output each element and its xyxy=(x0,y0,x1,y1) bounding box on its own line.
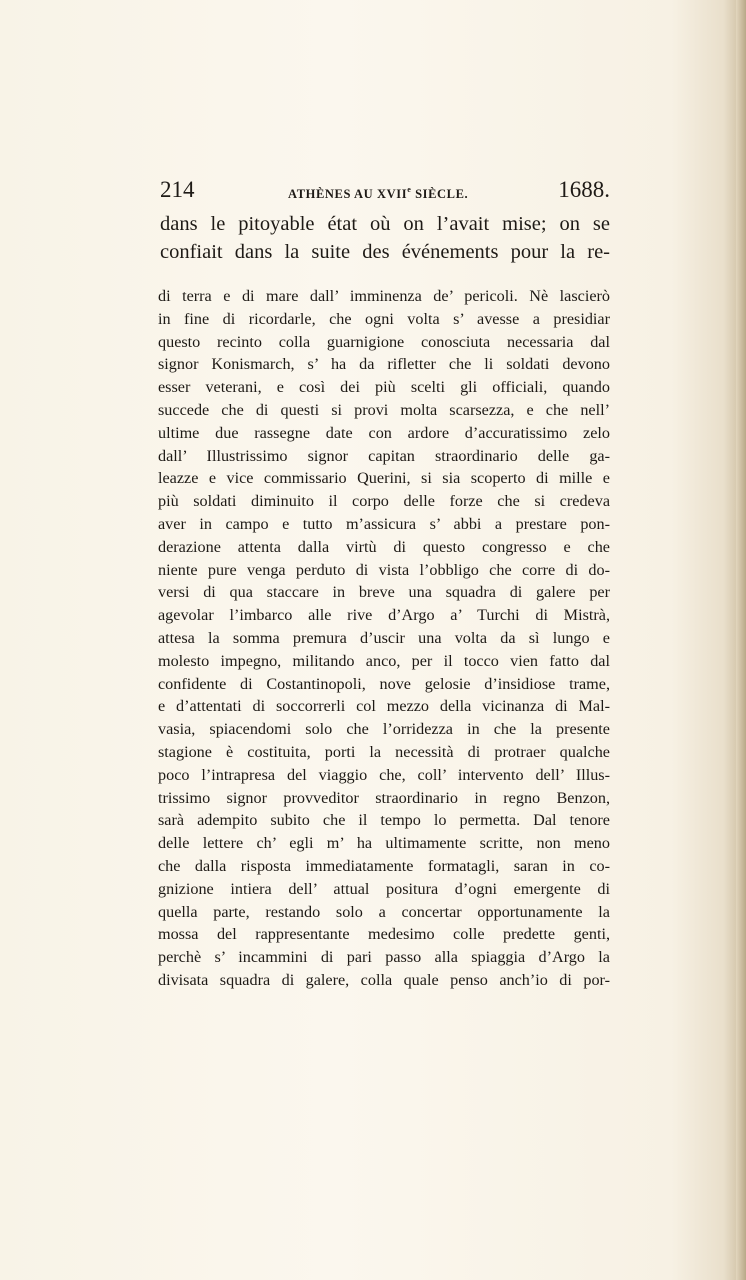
italian-line: esser veterani, e così dei più scelti gli officiali, quando xyxy=(158,378,610,397)
italian-line: molesto impegno, militando anco, per il tocco vien fatto dal xyxy=(158,651,610,670)
french-line: confiait dans la suite des événements pour la re- xyxy=(160,241,610,263)
italian-line: niente pure venga perduto di vista l’obbligo che corre di do- xyxy=(158,560,610,579)
italian-line: sarà adempito subito che il tempo lo permetta. Dal tenore xyxy=(158,811,610,830)
italian-quotation-block xyxy=(158,285,610,992)
italian-line: mossa del rappresentante medesimo colle predette genti, xyxy=(158,925,610,944)
italian-line: gnizione intiera dell’ attual positura d’ogni emergente di xyxy=(158,879,610,898)
italian-line: leazze e vice commissario Querini, si sia scoperto di mille e xyxy=(158,469,610,488)
italian-line: agevolar l’imbarco alle rive d’Argo a’ Turchi di Mistrà, xyxy=(158,606,610,625)
year: 1688. xyxy=(558,177,610,202)
italian-line: in fine di ricordarle, che ogni volta s’ avesse a presidiar xyxy=(158,309,610,328)
running-title-main: ATHÈNES AU XVII xyxy=(288,187,408,201)
running-title-superscript: e xyxy=(407,185,412,194)
italian-line: confidente di Costantinopoli, nove gelosie d’insidiose trame, xyxy=(158,674,610,693)
running-title-end: SIÈCLE. xyxy=(411,187,469,201)
italian-line: delle lettere ch’ egli m’ ha ultimamente scritte, non meno xyxy=(158,834,610,853)
italian-line: poco l’intrapresa del viaggio che, coll’ intervento dell’ Illus- xyxy=(158,765,610,784)
italian-line: di terra e di mare dall’ imminenza de’ pericoli. Nè lascierò xyxy=(158,287,610,305)
page-edge xyxy=(736,0,746,1280)
italian-line: trissimo signor provveditor straordinario in regno Benzon, xyxy=(158,788,610,807)
italian-line: divisata squadra di galere, colla quale penso anch’io di por- xyxy=(158,970,610,989)
italian-line: stagione è costituita, porti la necessità di protraer qualche xyxy=(158,742,610,761)
italian-line: quella parte, restando solo a concertar opportunamente la xyxy=(158,902,610,921)
italian-line: perchè s’ incammini di pari passo alla spiaggia d’Argo la xyxy=(158,948,610,967)
italian-line: questo recinto colla guarnigione conosciuta necessaria dal xyxy=(158,332,610,351)
italian-line: e d’attentati di soccorrerli col mezzo della vicinanza di Mal- xyxy=(158,697,610,716)
italian-line: vasia, spiacendomi solo che l’orridezza in che la presente xyxy=(158,720,610,739)
french-line: dans le pitoyable état où on l’avait mise; on se xyxy=(160,213,610,235)
italian-line: aver in campo e tutto m’assicura s’ abbi a prestare pon- xyxy=(158,514,610,533)
italian-line: derazione attenta dalla virtù di questo congresso e che xyxy=(158,537,610,556)
italian-line: ultime due rassegne date con ardore d’accuratissimo zelo xyxy=(158,423,610,442)
running-title xyxy=(288,181,468,203)
page-number: 214 xyxy=(160,177,195,202)
italian-line: attesa la somma premura d’uscir una volta da sì lungo e xyxy=(158,628,610,647)
italian-line: che dalla risposta immediatamente formatagli, saran in co- xyxy=(158,856,610,875)
italian-line: succede che di questi si provi molta scarsezza, e che nell’ xyxy=(158,400,610,419)
running-head xyxy=(160,176,610,204)
italian-line: versi di qua staccare in breve una squadra di galere per xyxy=(158,583,610,602)
italian-line: più soldati diminuito il corpo delle forze che si credeva xyxy=(158,492,610,511)
french-text-block xyxy=(160,210,610,266)
italian-line: dall’ Illustrissimo signor capitan straordinario delle ga- xyxy=(158,446,610,465)
italian-line: signor Konismarch, s’ ha da rifletter che li soldati devono xyxy=(158,355,610,374)
